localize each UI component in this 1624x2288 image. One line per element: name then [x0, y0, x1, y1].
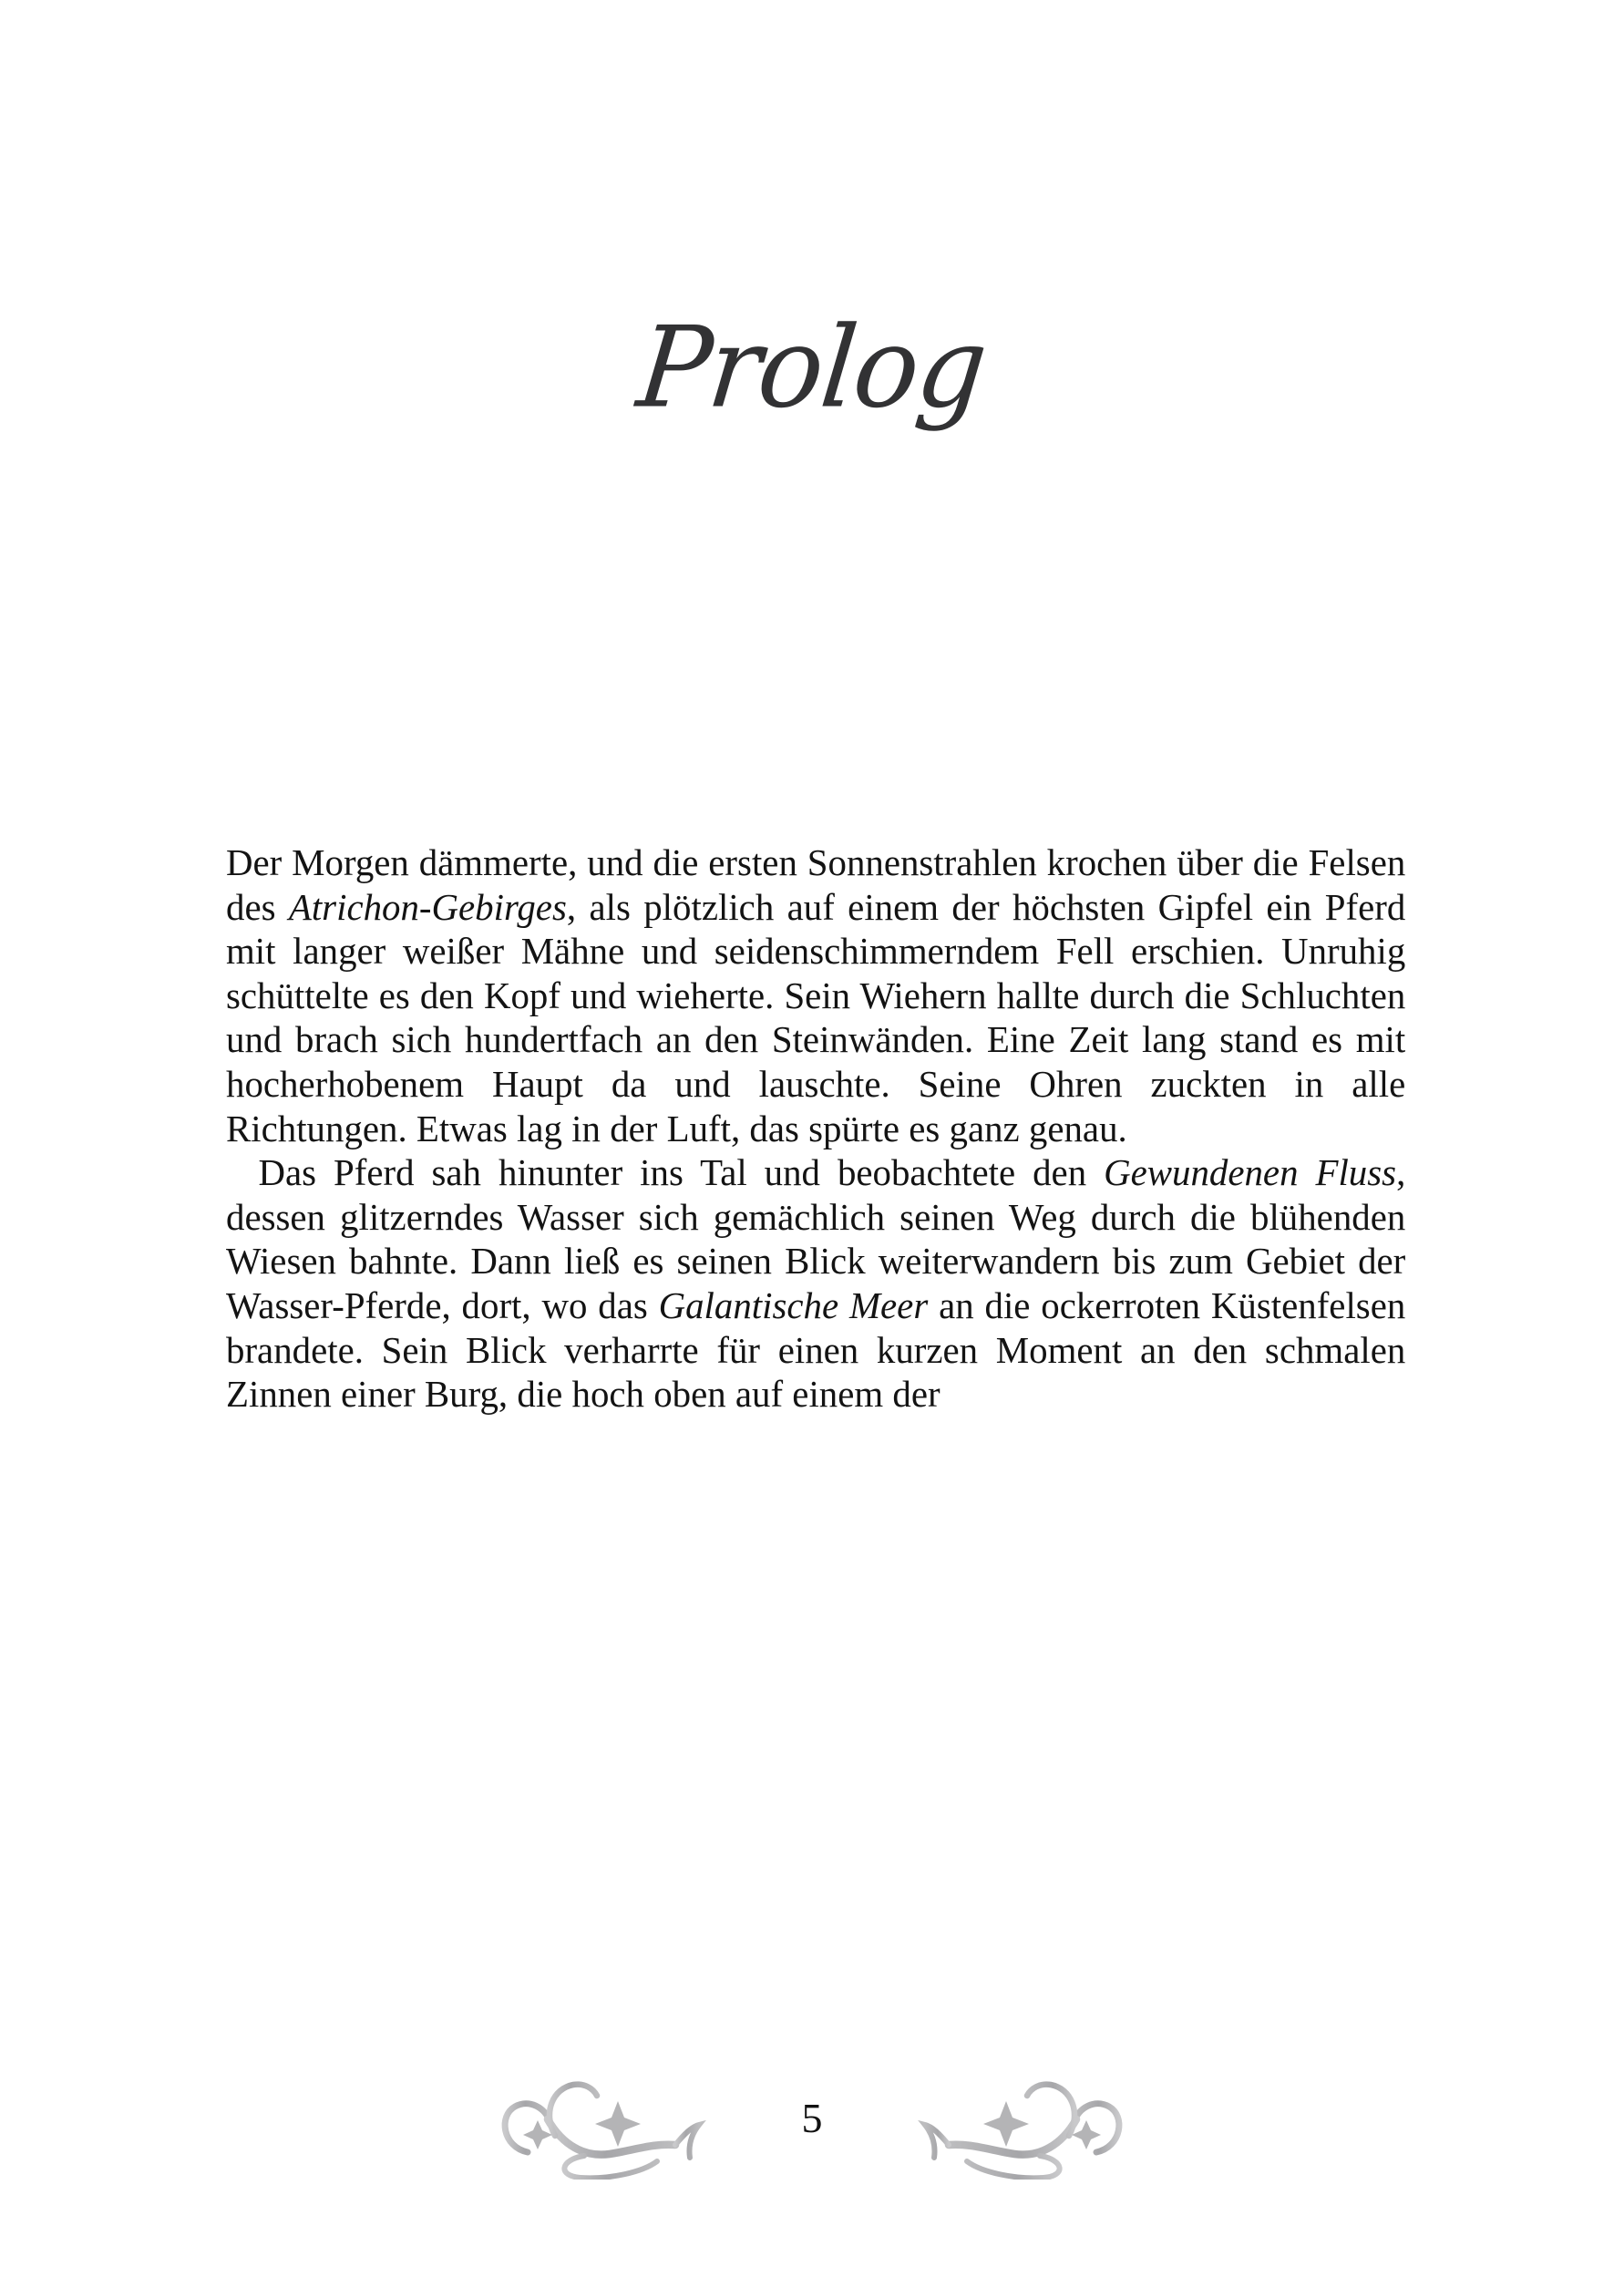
paragraph-1-italic-1: Atrichon-Gebirges [288, 885, 567, 928]
page-number: 5 [801, 2095, 823, 2141]
page-footer [0, 2053, 1624, 2190]
chapter-title-block [0, 301, 1624, 436]
page-title: Prolog [632, 302, 992, 433]
paragraph-2-italic-3: Galantische Meer [658, 1283, 929, 1326]
body-text-block [226, 840, 1424, 1417]
paragraph-1: Der Morgen dämmerte, und die ersten Sonnenstrahlen krochen über die Felsen des Atrichon-Gebirges, als plötzlich auf einem der höchsten Gipfel ein Pferd mit langer weißer Mähne und seidenschimmerndem Fell erschien. Unruhig schüttelte es den Kopf und wieherte. Sein Wiehern hallte durch die Schluchten und brach sich hundertfach an den Steinwänden. Eine Zeit lang stand es mit hocherhobenem Haupt da und lauschte. Seine Ohren zuckten in alle Richtungen. Etwas lag in der Luft, das spürte es ganz genau. [226, 841, 1406, 1149]
paragraph-2-italic-1: Gewundenen Fluss [1104, 1151, 1397, 1194]
paragraph-2: Das Pferd sah hinunter ins Tal und beobachtete den Gewundenen Fluss, dessen glitzerndes Wasser sich gemächlich seinen Weg durch die blühenden Wiesen bahnte. Dann ließ es seinen Blick weiterwandern bis zum Gebiet der Wasser-Pferde, dort, wo das Galantische Meer an die ockerroten Küstenfelsen brandete. Sein Blick verharrte für einen kurzen Moment an den schmalen Zinnen einer Burg, die hoch oben auf einem der [226, 1151, 1406, 1416]
flourish-ornament-left-icon [497, 2063, 770, 2180]
flourish-ornament-right-icon [854, 2063, 1127, 2180]
